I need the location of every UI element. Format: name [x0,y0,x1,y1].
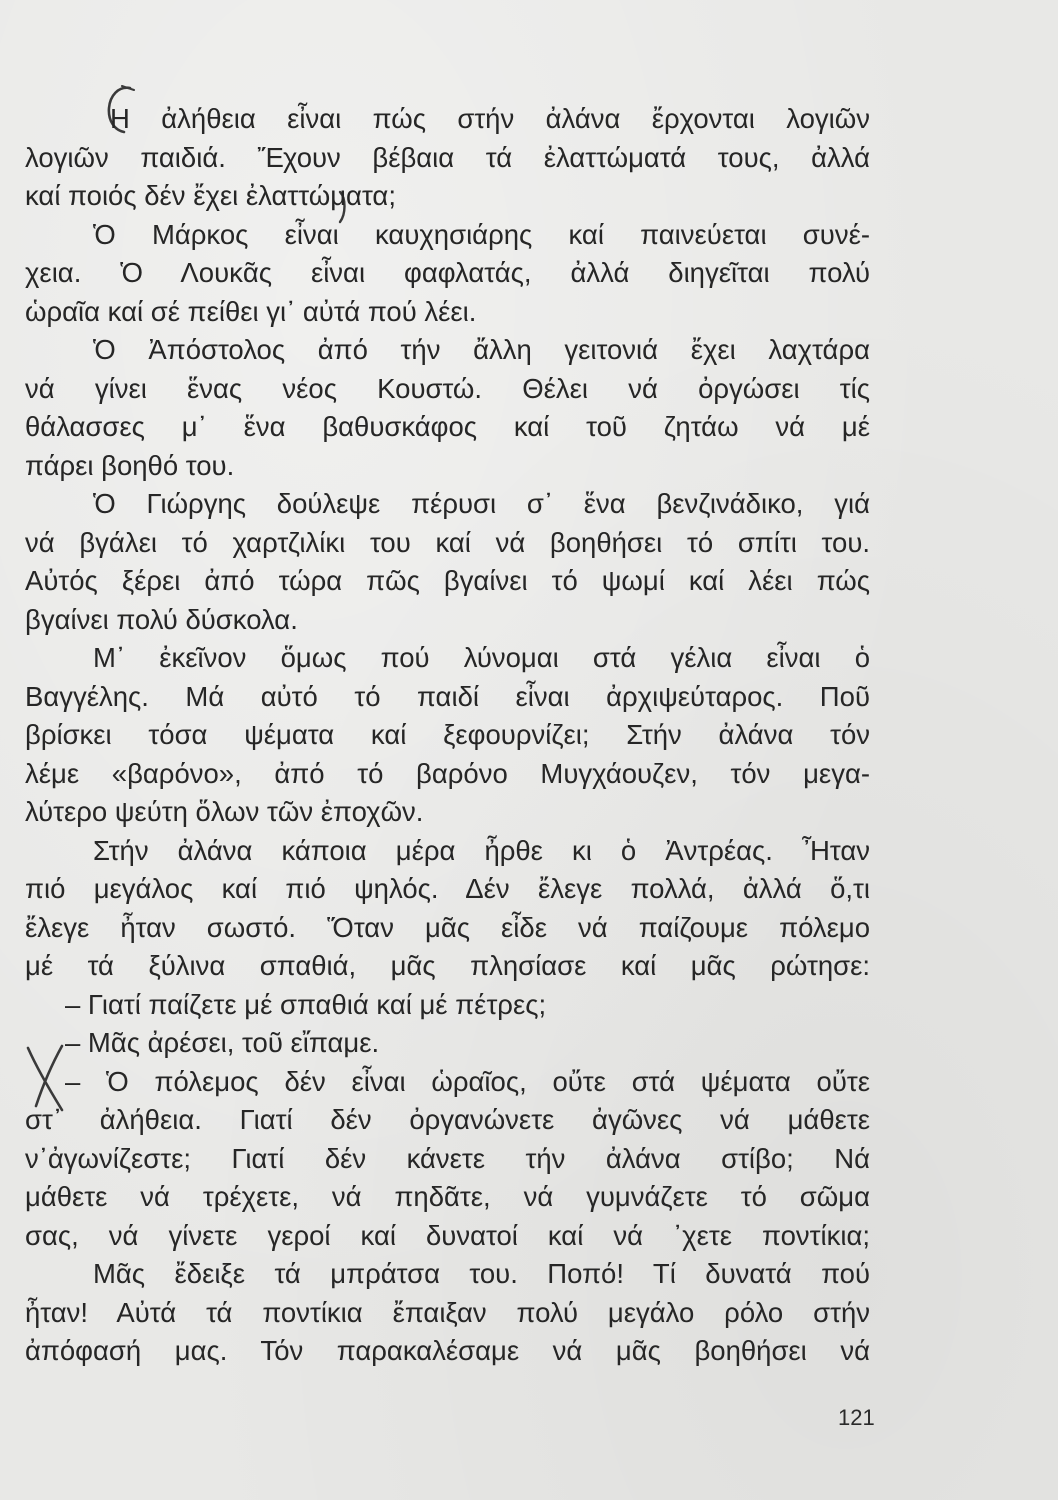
text-line: λογιῶν παιδιά. Ἔχουν βέβαια τά ἐλαττώματά τους, ἀλλά [25,141,870,173]
text-line: Στήν ἀλάνα κάποια μέρα ἦρθε κι ὁ Ἀντρέας. Ἦταν [93,834,870,866]
text-line: – Γιατί παίζετε μέ σπαθιά καί μέ πέτρες; [65,988,547,1020]
text-line: – Ὁ πόλεμος δέν εἶναι ὡραῖος, οὔτε στά ψέματα οὔτε [65,1065,870,1097]
text-line: βρίσκει τόσα ψέματα καί ξεφουρνίζει; Στήν ἀλάνα τόν [25,719,870,750]
text-line: Η ἀλήθεια εἶναι πώς στήν ἀλάνα ἔρχονται λογιῶν [110,103,870,134]
text-line: ν᾽ἀγωνίζεστε; Γιατί δέν κάνετε τήν ἀλάνα στίβο; Νά [25,1142,870,1174]
text-line: Μ᾽ ἐκεῖνον ὅμως πού λύνομαι στά γέλια εἶναι ὁ [93,642,870,673]
text-line: λέμε «βαρόνο», ἀπό τό βαρόνο Μυγχάουζεν, τόν μεγα- [25,757,870,789]
text-line: Αὐτός ξέρει ἀπό τώρα πῶς βγαίνει τό ψωμί καί λέει πώς [25,565,870,596]
text-line: Βαγγέλης. Μά αὐτό τό παιδί εἶναι ἀρχιψεύταρος. Ποῦ [25,680,870,712]
text-line: καί ποιός δέν ἔχει ἐλαττώματα; [25,180,396,211]
text-line: πιό μεγάλος καί πιό ψηλός. Δέν ἔλεγε πολλά, ἀλλά ὅ,τι [25,873,870,904]
text-line: ἦταν! Αὐτά τά ποντίκια ἔπαιξαν πολύ μεγάλο ρόλο στήν [25,1296,870,1328]
page-number: 121 [838,1405,875,1430]
text-line: σας, νά γίνετε γεροί καί δυνατοί καί νά ᾽χετε ποντίκια; [25,1219,870,1251]
text-line: μέ τά ξύλινα σπαθιά, μᾶς πλησίασε καί μᾶς ρώτησε: [25,950,870,981]
text-line: ἀπόφασή μας. Τόν παρακαλέσαμε νά μᾶς βοηθήσει νά [25,1335,870,1366]
text-line: χεια. Ὁ Λουκᾶς εἶναι φαφλατάς, ἀλλά διηγεῖται πολύ [25,257,870,288]
text-line: Μᾶς ἔδειξε τά μπράτσα του. Ποπό! Τί δυνατά πού [93,1258,870,1289]
text-line: Ὁ Ἀπόστολος ἀπό τήν ἄλλη γειτονιά ἔχει λαχτάρα [93,334,870,365]
text-line: μάθετε νά τρέχετε, νά πηδᾶτε, νά γυμνάζετε τό σῶμα [25,1181,870,1212]
text-line: νά γίνει ἕνας νέος Κουστώ. Θέλει νά ὀργώσει τίς [25,372,870,404]
text-line: ἔλεγε ἦταν σωστό. Ὅταν μᾶς εἶδε νά παίζουμε πόλεμο [25,911,870,943]
text-line: στ᾽ ἀλήθεια. Γιατί δέν ὀργανώνετε ἀγῶνες νά μάθετε [25,1104,870,1135]
text-line: βγαίνει πολύ δύσκολα. [25,603,298,635]
text-line: ὡραῖα καί σέ πείθει γι᾽ αὐτά πού λέει. [25,295,477,327]
body-text [25,100,870,1371]
text-line: Ὁ Γιώργης δούλεψε πέρυσι σ᾽ ἕνα βενζινάδικο, γιά [93,488,870,519]
text-line: θάλασσες μ᾽ ἕνα βαθυσκάφος καί τοῦ ζητάω νά μέ [25,411,870,442]
text-line: λύτερο ψεύτη ὅλων τῶν ἐποχῶν. [25,796,424,827]
text-line: νά βγάλει τό χαρτζιλίκι του καί νά βοηθήσει τό σπίτι του. [25,526,870,558]
text-line: πάρει βοηθό του. [25,449,235,481]
text-line: – Μᾶς ἀρέσει, τοῦ εἴπαμε. [65,1027,380,1058]
text-line: Ὁ Μάρκος εἶναι καυχησιάρης καί παινεύεται συνέ- [93,218,870,250]
